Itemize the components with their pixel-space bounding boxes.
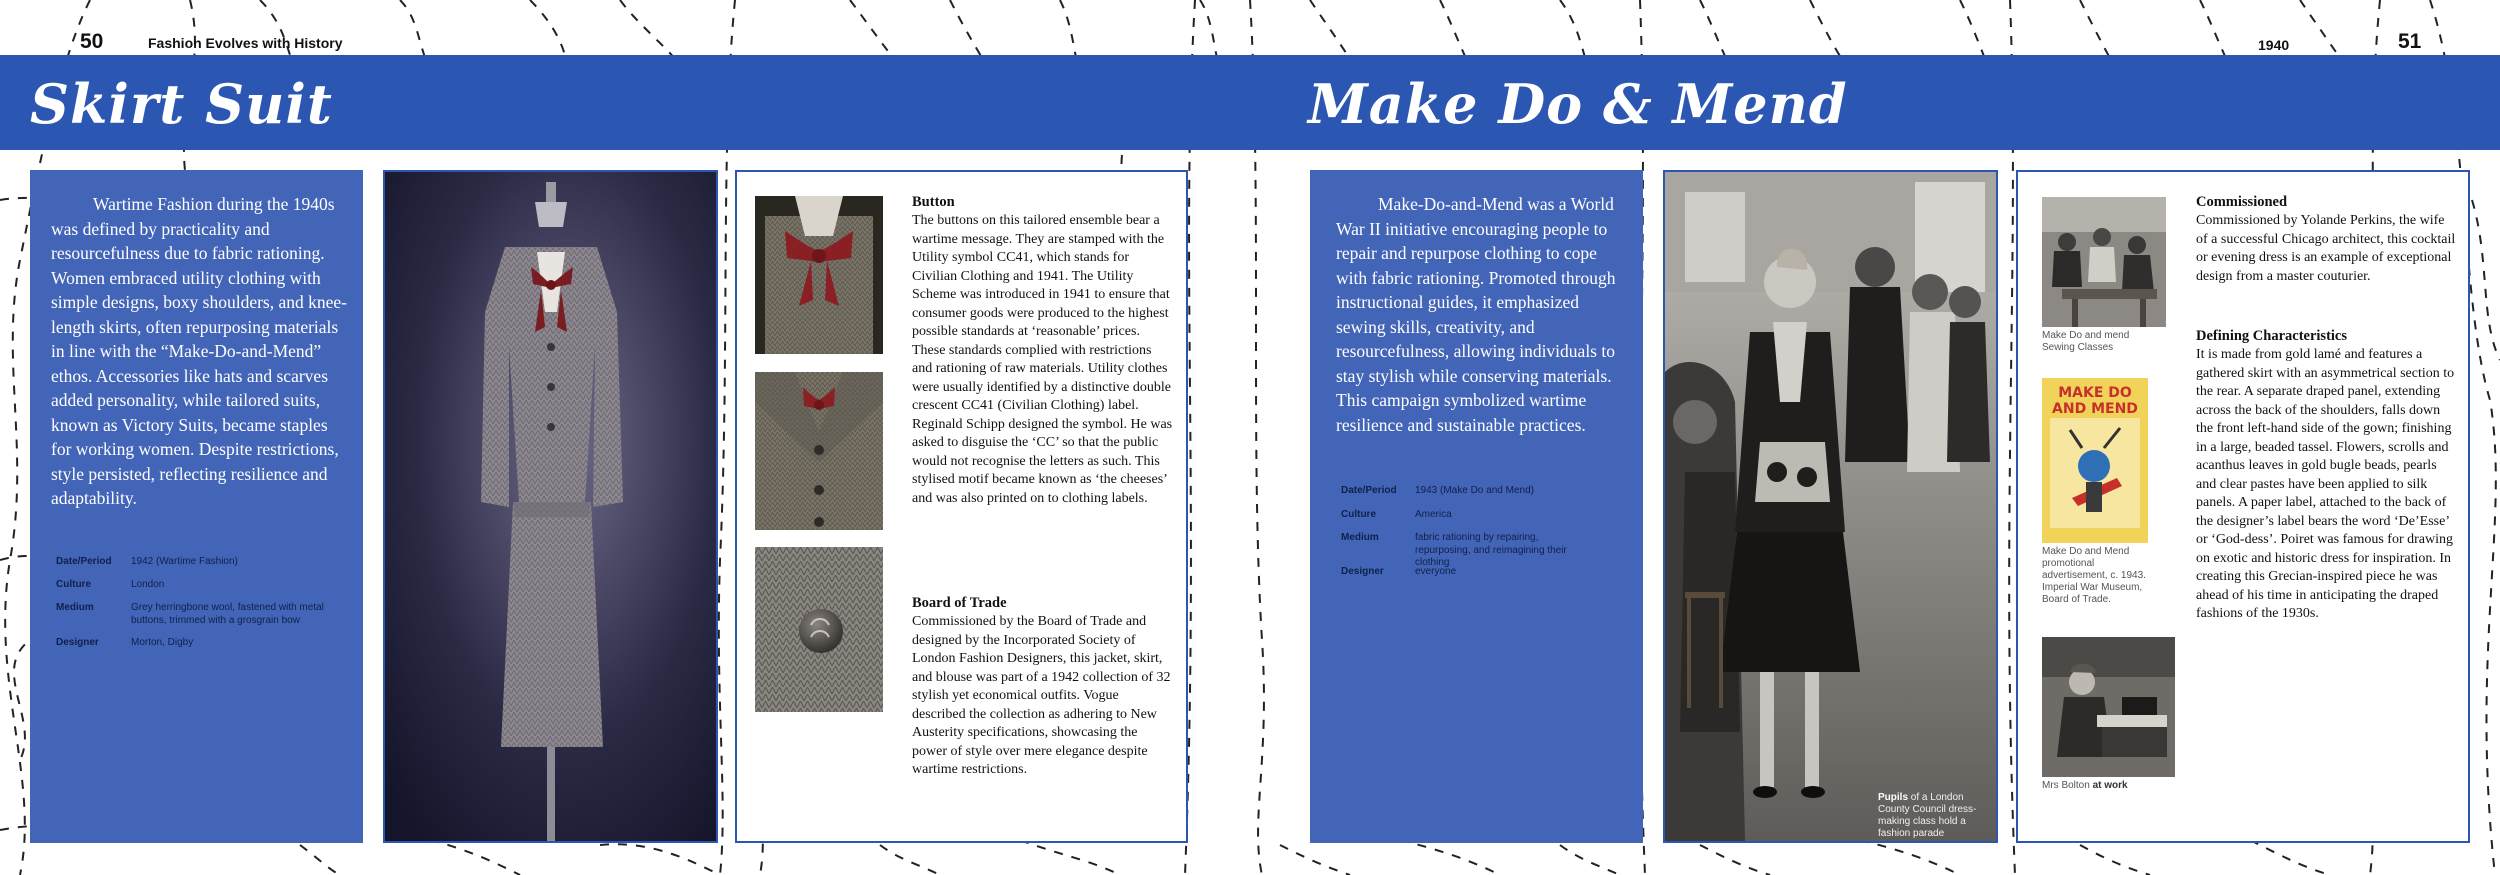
meta-label: Designer [1341, 566, 1384, 577]
meta-label: Date/Period [1341, 485, 1397, 496]
defining-characteristics-text: It is made from gold lamé and features a gathered skirt with an asymmetrical section to the rear. A separate draped panel, extending across the back of the shoulders, falls down the front left-hand side of the gown; finishing in a large, beaded tassel. Flowers, scrolls and acanthus leaves in gold bugle beads, pearls and clear pastes have been applied to silk panels. A paper label, attached to the back of the designer’s label bears the word ‘De’Esse’ or ‘God-dess’. Poiret was famous for drawing on exotic and historic dress for inspiration. In creating this Grecian-inspired piece he was ahead of his time in anticipating the draped fashions of the 1930s. [2196, 347, 2455, 621]
meta-value: Grey herringbone wool, fastened with metal buttons, trimmed with a grosgrain bow [131, 602, 324, 626]
poster-caption: Make Do and Mend promotional advertisement, c. 1943. Imperial War Museum, Board of Trade. [2042, 546, 2146, 605]
meta-label: Medium [56, 602, 94, 613]
left-running-title: Fashion Evolves with History [148, 35, 343, 51]
skirt-suit-image [385, 172, 716, 841]
button-closeup-image [755, 547, 883, 712]
commissioned-text: Commissioned by Yolande Perkins, the wife of a successful Chicago architect, this cocktail or evening dress is an example of exceptional design from a master couturier. [2196, 213, 2456, 284]
sewing-class-image [2042, 197, 2166, 327]
caption-name: Mrs Bolton [2042, 780, 2090, 791]
bow-detail-image [755, 196, 883, 354]
mrs-bolton-image [2042, 637, 2175, 777]
parade-photo-caption [1878, 792, 1990, 840]
left-intro-panel [30, 170, 363, 843]
caption-rest: at work [2089, 780, 2128, 791]
left-intro-text: Wartime Fashion during the 1940s was defined by practicality and resourcefulness due to fabric rationing. Women embraced utility clothing with simple designs, boxy shoulders, and knee-length skirts, often repurposing materials in line with the “Make-Do-and-Mend” ethos. Accessories like hats and scarves added personality, while tailored suits, known as Victory Suits, became staples for working women. Despite restrictions, style persisted, reflecting resilience and adaptability. [51, 194, 347, 508]
left-detail-panel [735, 170, 1188, 843]
suit-photo-frame [383, 170, 718, 843]
jacket-front-image [755, 372, 883, 530]
right-spread-title: Make Do & Mend [1308, 72, 1848, 136]
board-of-trade-text: Commissioned by the Board of Trade and designed by the Incorporated Society of London Fashion Designers, this jacket, skirt, and blouse was part of a 1942 collection of 32 stylish yet economical outfits. Vogue described the collection as adhering to New Austerity specifications, showcasing the power of style over mere elegance despite wartime restrictions. [912, 614, 1171, 777]
meta-label: Designer [56, 637, 99, 648]
meta-value: everyone [1415, 566, 1457, 577]
meta-label: Culture [56, 579, 91, 590]
meta-value: fabric rationing by repairing, repurposing, and reimagining their clothing [1415, 532, 1567, 568]
defining-characteristics-heading: Defining Characteristics [2196, 328, 2348, 344]
mrs-bolton-caption [2042, 780, 2172, 792]
left-meta-table [56, 556, 346, 656]
meta-value: 1942 (Wartime Fashion) [131, 556, 238, 567]
title-banner [0, 55, 2500, 150]
right-page-number: 51 [2398, 30, 2422, 53]
poster-line-2: AND MEND [2052, 401, 2138, 417]
poster-line-1: MAKE DO [2058, 385, 2132, 401]
caption-bold: Pupils [1878, 792, 1909, 803]
parade-photo-frame [1663, 170, 1998, 843]
button-text: The buttons on this tailored ensemble bear a wartime message. They are stamped with the Utility symbol CC41, which stands for Civilian Clothing and 1941. The Utility Scheme was introduced in 1941 to ensure that consumer goods were produced to the highest possible standards at ‘reasonable’ prices. These standards complied with restrictions and rationing of raw materials. Utility clothes were usually identified by a distinctive double crescent CC41 (Civilian Clothing) label. Reginald Schipp designed the symbol. He was asked to disguise the ‘CC’ so that the public would not recognise the letters as such. This stylised motif became known as ‘the cheeses’ and was also printed on to clothing labels. [912, 213, 1173, 506]
right-running-year: 1940 [2258, 37, 2290, 53]
right-meta-table [1341, 485, 1631, 585]
right-intro-text: Make-Do-and-Mend was a World War II initiative encouraging people to repair and repurpose clothing to cope with fabric rationing. Promoted through instructional guides, it emphasized sewing skills, creativity, and resourcefulness, allowing individuals to stay stylish while conserving materials. This campaign symbolized wartime resilience and sustainable practices. [1336, 194, 1616, 435]
sewing-class-caption: Make Do and mend Sewing Classes [2042, 330, 2130, 353]
meta-value: 1943 (Make Do and Mend) [1415, 485, 1534, 496]
meta-label: Date/Period [56, 556, 112, 567]
button-heading: Button [912, 194, 955, 210]
board-of-trade-heading: Board of Trade [912, 595, 1007, 611]
left-page-number: 50 [80, 30, 104, 53]
meta-value: Morton, Digby [131, 637, 194, 648]
left-spread-title: Skirt Suit [30, 72, 333, 136]
meta-label: Culture [1341, 509, 1376, 520]
poster-lettering [2042, 385, 2148, 417]
meta-value: London [131, 579, 165, 590]
meta-value: America [1415, 509, 1452, 520]
commissioned-heading: Commissioned [2196, 194, 2288, 210]
fashion-parade-image [1665, 172, 1996, 841]
right-detail-panel [2016, 170, 2470, 843]
caption-rest: of a London County Council dress-making class hold a fashion parade [1878, 792, 1977, 839]
meta-label: Medium [1341, 532, 1379, 543]
right-intro-panel [1310, 170, 1643, 843]
